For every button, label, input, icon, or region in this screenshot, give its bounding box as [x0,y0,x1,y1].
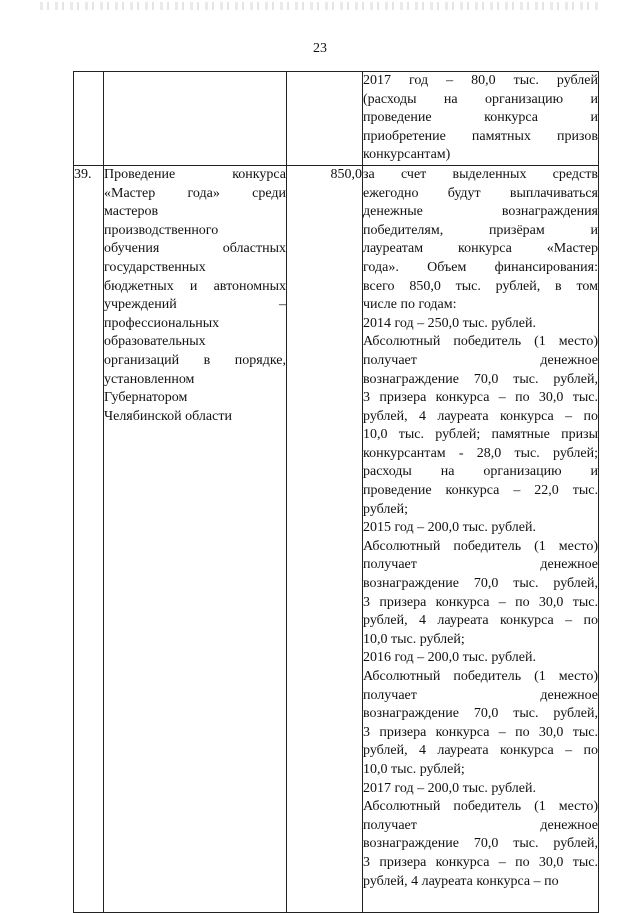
text-line: 2016 год – 200,0 тыс. рублей. [363,650,536,666]
text-line: Абсолютный победитель (1 место) [363,799,598,815]
text-line: вознаграждение 70,0 тыс. рублей, [363,371,598,387]
table-row-39 [74,165,599,912]
cell-details-continuation [363,72,599,166]
text-line: рублей; [363,501,408,517]
text-line: получает денежное [363,352,598,368]
text-line: «Мастер года» среди [104,185,286,201]
text-line: ежегодно будут выплачиваться [363,185,598,201]
text-line: вознаграждение 70,0 тыс. рублей, [363,836,598,852]
text-line: Губернатором [104,390,188,406]
text-line: 10,0 тыс. рублей; [363,631,465,647]
text-line: 3 призера конкурса – по 30,0 тыс. [363,390,598,406]
text-line: Проведение конкурса [104,166,286,182]
text-line: образовательных [104,334,206,350]
text-line: лауреатам конкурса «Мастер [363,241,598,257]
text-line: проведение конкурса – 22,0 тыс. [363,483,598,499]
text-line: рублей, 4 лауреата конкурса – по [363,873,559,889]
text-line: 3 призера конкурса – по 30,0 тыс. [363,724,598,740]
text-line: установленном [104,371,195,387]
text-line: 10,0 тыс. рублей; [363,761,465,777]
table-row-continuation [74,72,599,166]
text-line: за счет выделенных средств [363,166,598,182]
text-line: числе по годам: [363,297,457,313]
text-line: рублей, 4 лауреата конкурса – по [363,743,598,759]
text-line: Абсолютный победитель (1 место) [363,669,598,684]
text-line: государственных [104,259,206,275]
text-line: получает денежное [363,817,598,833]
cell-name-empty [104,72,287,166]
text-line: 2017 год – 200,0 тыс. рублей. [363,780,536,796]
text-line: получает денежное [363,687,598,703]
text-line: профессиональных [104,315,220,331]
text-line: организаций в порядке, [104,352,286,368]
cell-details [363,165,599,912]
text-line: обучения областных [104,241,286,257]
text-line: получает денежное [363,557,598,573]
text-line: всего 850,0 тыс. рублей, в том [363,278,598,294]
text-line: 2014 год – 250,0 тыс. рублей. [363,315,536,331]
text-line: Челябинской области [104,408,232,424]
text-line: Абсолютный победитель (1 место) [363,538,598,554]
text-line: рублей, 4 лауреата конкурса – по [363,613,598,629]
text-line: 2015 год – 200,0 тыс. рублей. [363,520,536,536]
cell-amount-empty [287,72,363,166]
cell-measure-name [104,165,287,912]
text-line: мастеров [104,204,159,220]
text-line: вознаграждение 70,0 тыс. рублей, [363,706,598,722]
text-line: денежные вознаграждения [363,204,598,220]
text-line: 10,0 тыс. рублей; памятные призы [363,427,598,443]
text-line: победителям, призёрам и [363,222,598,238]
cell-number-empty [74,72,104,166]
text-line: Абсолютный победитель (1 место) [363,334,598,350]
text-line: конкурсантам - 28,0 тыс. рублей; [363,445,598,461]
text-line: 2017 год – 80,0 тыс. рублей [363,73,598,88]
text-line: бюджетных и автономных [104,278,286,294]
page-number: 23 [313,41,327,56]
text-line: вознаграждение 70,0 тыс. рублей, [363,576,598,592]
scan-artifact [40,2,600,10]
text-line: проведение конкурса и [363,110,598,126]
text-line: учреждений – [104,297,286,313]
program-table [73,71,599,913]
text-line: года». Объем финансирования: [363,259,598,275]
text-line: производственного [104,222,219,238]
text-line: расходы на организацию и [363,464,598,480]
cell-row-number: 39. [74,165,104,912]
text-line: рублей, 4 лауреата конкурса – по [363,408,598,424]
text-line: конкурсантам) [363,147,451,163]
cell-amount: 850,0 [287,165,363,912]
text-line: приобретение памятных призов [363,128,598,144]
text-line: 3 призера конкурса – по 30,0 тыс. [363,854,598,870]
text-line: 3 призера конкурса – по 30,0 тыс. [363,594,598,610]
text-line: (расходы на организацию и [363,91,598,107]
